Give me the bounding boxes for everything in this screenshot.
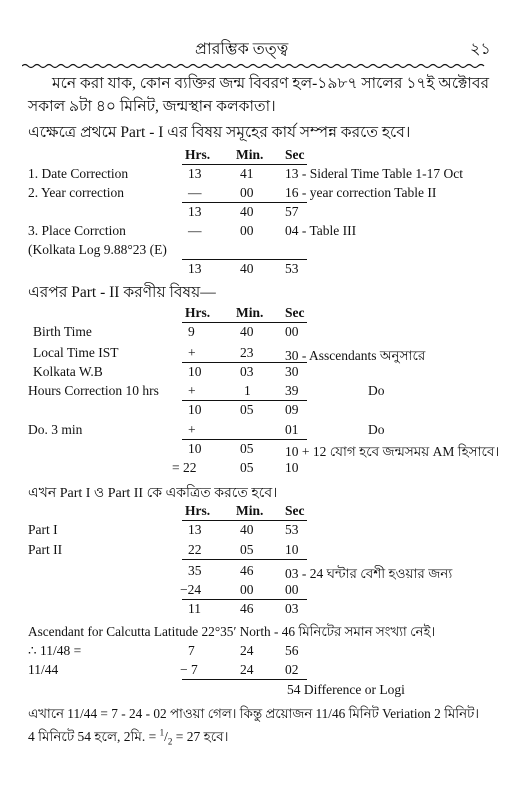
row-label: Local Time IST	[33, 345, 119, 360]
fraction-numerator: 1	[159, 727, 165, 738]
row-hrs: 9	[188, 324, 195, 339]
part3-col-hrs: Hrs.	[185, 503, 211, 518]
row-hrs: 13	[188, 204, 202, 219]
part1-col-sec: Sec	[285, 147, 305, 162]
header-rule	[22, 62, 502, 70]
row-sec: 57	[285, 204, 299, 219]
row-min: 40	[240, 324, 254, 339]
row-hrs: +	[188, 422, 196, 437]
row-min: 03	[240, 364, 254, 379]
row-sec: 39	[285, 383, 299, 398]
row-min: 23	[240, 345, 254, 360]
row-hrs: 13	[188, 522, 202, 537]
row-min: 24	[240, 662, 254, 677]
row-hrs: 10	[188, 402, 202, 417]
row-label: 3. Place Corrction	[28, 223, 126, 238]
part3-heading: এখন Part I ও Part II কে একত্রিত করতে হবে।	[28, 486, 278, 501]
intro-line-2: সকাল ৯টা ৪০ মিনিট, জন্মস্থান কলকাতা।	[28, 98, 276, 115]
row-sec: 02	[285, 662, 299, 677]
part3-header-rule	[182, 520, 307, 521]
row-sec: 30 - Asscendants অনুসারে	[285, 348, 426, 363]
row-label: Part II	[28, 542, 63, 557]
row-min: 41	[240, 166, 254, 181]
row-min: 00	[240, 185, 254, 200]
page-number: ২১	[470, 41, 491, 58]
row-min: 1	[244, 383, 251, 398]
fraction: $^1/_2$	[159, 727, 173, 747]
row-sec: 53	[285, 522, 299, 537]
part2-col-min: Min.	[236, 305, 264, 320]
row-sec: 01	[285, 422, 299, 437]
row-min: 40	[240, 204, 254, 219]
intro-line-1: মনে করা যাক, কোন ব্যক্তির জন্ম বিবরণ হল-১৯৮৭ সালের ১৭ই অক্টোবর	[52, 75, 490, 92]
row-sec: 16 - year correction Table II	[285, 185, 437, 200]
row-min: 05	[240, 402, 254, 417]
part1-heading: এক্ষেত্রে প্রথমে Part - I এর বিষয় সমূহের কার্য সম্পন্ন করতে হবে।	[28, 124, 411, 141]
row-label: ∴ 11/48 =	[28, 643, 82, 658]
row-hrs: 7	[188, 643, 195, 658]
part1-col-hrs: Hrs.	[185, 147, 211, 162]
part1-header-rule	[182, 164, 307, 165]
part1-total-rule	[182, 259, 307, 260]
part2-header-rule	[182, 322, 307, 323]
row-hrs: —	[188, 185, 202, 200]
row-min: 05	[240, 441, 254, 456]
row-sec: 00	[285, 582, 299, 597]
part3-col-sec: Sec	[285, 503, 305, 518]
ascendant-line: Ascendant for Calcutta Latitude 22°35′ North - 46 মিনিটের সমান সংখ্যা নেই।	[28, 624, 436, 639]
row-hrs: 10	[188, 441, 202, 456]
row-label: Hours Correction 10 hrs	[28, 383, 159, 398]
row-min: 46	[240, 563, 254, 578]
row-hrs: 13	[188, 166, 202, 181]
row-hrs: = 22	[172, 460, 197, 475]
row-sec: 03 - 24 ঘন্টার বেশী হওয়ার জন্য	[285, 566, 453, 581]
row-hrs: +	[188, 345, 196, 360]
row-sec: 04 - Table III	[285, 223, 357, 238]
part2-heading: এরপর Part - II করণীয় বিষয়—	[28, 284, 216, 301]
row-label: Birth Time	[33, 324, 92, 339]
kolkata-longitude-note: (Kolkata Log 9.88°23 (E)	[28, 242, 167, 257]
row-hrs: 22	[188, 542, 202, 557]
row-hrs: +	[188, 383, 196, 398]
row-label: Kolkata W.B	[33, 364, 103, 379]
fraction-denominator: 2	[167, 736, 173, 747]
row-sec: 00	[285, 324, 299, 339]
row-hrs: 13	[188, 261, 202, 276]
ascendant-difference: 54 Difference or Logi	[287, 682, 405, 697]
row-sec: 10	[285, 542, 299, 557]
row-hrs: − 7	[180, 662, 198, 677]
row-hrs: 35	[188, 563, 202, 578]
row-min: 24	[240, 643, 254, 658]
row-min: 40	[240, 261, 254, 276]
row-min: 40	[240, 522, 254, 537]
footer-line-2-start: 4 মিনিটে 54 হলে, 2মি. =	[28, 729, 157, 744]
part2-col-hrs: Hrs.	[185, 305, 211, 320]
part3-col-min: Min.	[236, 503, 264, 518]
part1-sum-rule	[182, 202, 307, 203]
row-sec: 13 - Sideral Time Table 1-17 Oct	[285, 166, 464, 181]
row-note: Do	[368, 422, 385, 437]
row-min: 00	[240, 582, 254, 597]
row-label: 1. Date Correction	[28, 166, 129, 181]
part3-rule-2	[182, 599, 307, 600]
part1-col-min: Min.	[236, 147, 264, 162]
row-hrs: −24	[180, 582, 202, 597]
row-sec: 10 + 12 যোগ হবে জন্মসময় AM হিসাবে।	[285, 444, 500, 459]
ascendant-rule	[182, 679, 307, 680]
row-sec: 56	[285, 643, 299, 658]
row-label: Do. 3 min	[28, 422, 83, 437]
row-min: 05	[240, 542, 254, 557]
footer-line-2-end: = 27 হবে।	[175, 729, 229, 744]
row-hrs: 11	[188, 601, 201, 616]
part2-rule-1	[182, 362, 307, 363]
row-sec: 03	[285, 601, 299, 616]
row-sec: 09	[285, 402, 299, 417]
footer-line-1: এখানে 11/44 = 7 - 24 - 02 পাওয়া গেল। কিন্তু প্রয়োজন 11/46 মিনিট Veriation 2 মিনিট।	[28, 706, 480, 721]
row-label: Part I	[28, 522, 58, 537]
row-sec: 53	[285, 261, 299, 276]
part2-rule-2	[182, 400, 307, 401]
part2-col-sec: Sec	[285, 305, 305, 320]
row-label: 11/44	[28, 662, 59, 677]
row-min: 46	[240, 601, 254, 616]
part2-rule-3	[182, 439, 307, 440]
page-title: প্রারম্ভিক তত্ত্ব	[195, 41, 289, 58]
row-label: 2. Year correction	[28, 185, 124, 200]
row-note: Do	[368, 383, 385, 398]
row-hrs: —	[188, 223, 202, 238]
row-min: 00	[240, 223, 254, 238]
row-sec: 30	[285, 364, 299, 379]
footer-line-2	[28, 726, 228, 749]
row-hrs: 10	[188, 364, 202, 379]
part3-rule-1	[182, 559, 307, 560]
row-sec: 10	[285, 460, 299, 475]
row-min: 05	[240, 460, 254, 475]
